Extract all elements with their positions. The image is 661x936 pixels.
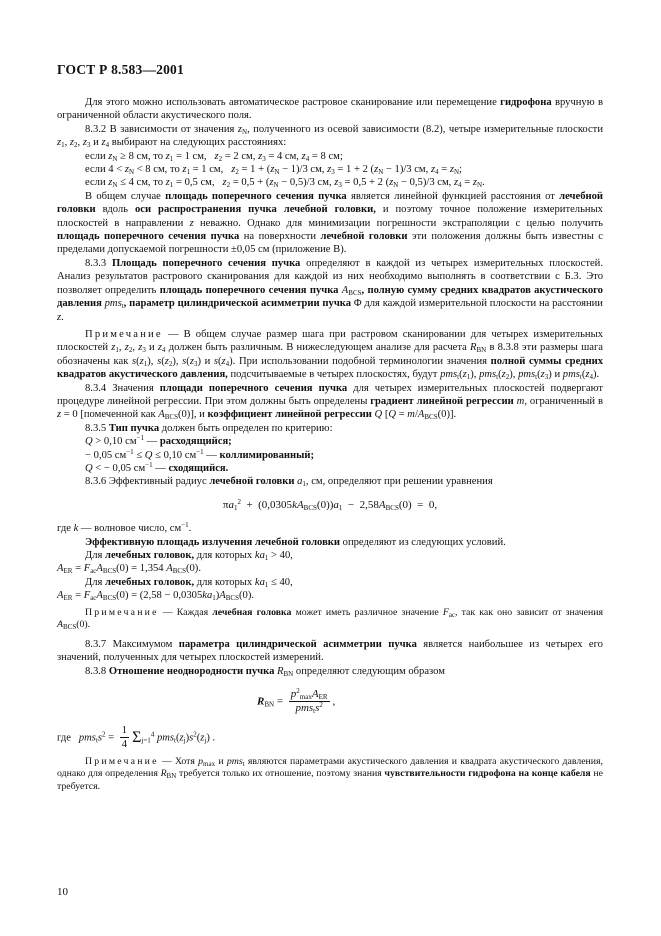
document-body [57, 96, 603, 793]
note-fac: Примечание — Каждая лечебная головка может иметь различное значение $F_{ac}$, так как оно зависит от значения $A_{BCS}(0)$. [57, 606, 603, 632]
case-2: если $4 < z_N < 8$ см, то $z_1 = 1$ см, $z_2 = 1 + (z_N - 1)/3$ см, $z_3 = 1 + 2$ $(z_N - 1)/3$ см, $z_4 = z_N$; [85, 164, 462, 177]
note-sensitivity: Примечание — Хотя $p_{max}$ и pms$_t$ являются параметрами акустического давления и квадрата акустического давления, однако для определения $R_{BN}$ требуется только их отношение, поэтому знания чувствительности гидрофона на конце кабеля не требуется. [57, 755, 604, 792]
section-8-3-3: 8.3.3 Площадь поперечного сечения пучка определяют в каждой из четырех измерительных плоскостей. Анализ результатов растрового сканирования для каждой из них необходимо выполнять в соответствии с Б.3. Это позволяет определить площадь поперечного сечения пучка $A_{BCS}$, полную сумму средних квадратов акустического давления pms$_t$, параметр цилиндрической асимметрии пучка Φ для каждой измерительной плоскости на расстоянии z. [57, 257, 603, 323]
condition-1-equation: $A_{ER} = F_{ac}A_{BCS}(0) = 1,354$ $A_{BCS}(0)$. [57, 563, 201, 576]
effective-area-intro: Эффективную площадь излучения лечебной головки определяют из следующих условий. [85, 536, 506, 548]
equation-radius: $\pi a_1^2 + (0,0305kA_{BCS}(0))a_1 - 2,58A_{BCS}(0) = 0$, [222, 497, 438, 512]
condition-2: Для лечебных головок, для которых $ka_1 \le 40$, [85, 576, 293, 589]
text: вручную в ограниченной области акустического поля. [57, 97, 603, 122]
section-8-3-2-intro: 8.3.2 В зависимости от значения $z_N$, полученного из осевой зависимости (8.2), четыре измерительные плоскости $z_1$, $z_2$, $z_3$ и $z_4$ выбирают на следующих расстояниях: [57, 123, 603, 150]
wave-number-definition: где k — волновое число, $см^{-1}$. [57, 521, 192, 535]
criterion-collimated: − 0,05 $см^{-1} \le Q \le 0,10$ $см^{-1}$ — коллимированный; [85, 447, 315, 461]
case-3: если $z_N \le 4$ см, то $z_1 = 0,5$ см, $z_2 = 0,5 + (z_N - 0,5)/3$ см, $z_3 = 0,5 + 2$ $(z_N - 0,5)/3$ см, $z_4 = z_N$. [85, 177, 485, 190]
condition-1: Для лечебных головок, для которых $ka_1 > 40$, [85, 550, 293, 562]
standard-header: ГОСТ Р 8.583—2001 [57, 62, 184, 77]
section-8-3-8: 8.3.8 Отношение неоднородности пучка $R_{BN}$ определяют следующим образом [85, 665, 445, 678]
note-step-size: Примечание — В общем случае размер шага при растровом сканировании для четырех измерительных плоскостей $z_1$, $z_2$, $z_3$ и $z_4$ должен быть различным. В нижеследующем анализе для расчета $R_{BN}$ в 8.3.8 эти размеры шага обозначены как $s(z_1)$, $s(z_2)$, $s(z_3)$ и $s(z_4)$. При использовании подобной терминологии значения полной суммы средних квадратов акустического давления, подсчитываемые в четырех плоскостях, будут $pms_t(z_1)$, $pms_t(z_2)$, $pms_t(z_3)$ и $pms_t(z_4)$. [57, 328, 604, 382]
paragraph-scanning [57, 96, 603, 123]
condition-2-equation: $A_{ER} = F_{ac}A_{BCS}(0) = (2,58 - 0,0305ka_1)A_{BCS}(0)$. [57, 590, 255, 603]
section-8-3-6: 8.3.6 Эффективный радиус лечебной головки $a_1$, см, определяют при решении уравнения [85, 476, 493, 489]
text: Для этого можно использовать автоматическое растровое сканирование или перемещение [85, 97, 501, 108]
paragraph-linear-function: В общем случае площадь поперечного сечения пучка является линейной функцией расстояния от лечебной головки вдоль оси распространения пучка лечебной головки, и поэтому точное положение измерительных плоскостей в направлении z неважно. Однако для минимизации погрешности экстраполяции с целью получить площадь поперечного сечения пучка на поверхности лечебной головки эти положения должны быть известны с пределами допускаемой погрешности ±0,05 см (приложение В). [57, 190, 604, 256]
term-hydrophone: гидрофона [500, 97, 552, 108]
section-8-3-5: 8.3.5 Тип пучка должен быть определен по критерию: [85, 422, 333, 434]
case-1: если $z_N \ge 8$ см, то $z_1 = 1$ см, $z_2 = 2$ см, $z_3 = 4$ см, $z_4 = 8$ см; [85, 150, 343, 163]
fraction: $\frac{p^2_{max}A_{ER}}{pms_ts^2}$ [290, 687, 328, 716]
page-number: 10 [57, 886, 68, 898]
criterion-converging: Q < − 0,05 $см^{-1}$ — сходящийся. [85, 460, 229, 474]
equation-sum: где $pms_ts^2$ = $\frac{1}{4}$ $\Sigma_{j=1}^4$ $pms_t(z_j)s^2(z_j)$ . [57, 724, 216, 751]
section-8-3-7: 8.3.7 Максимумом параметра цилиндрической асимметрии пучка является наибольшее из четырех его значений, полученных для четырех плоскостей измерений. [57, 638, 603, 664]
criterion-diverging: Q > 0,10 $см^{-1}$ — расходящийся; [85, 434, 232, 448]
equation-rbn: $R_{BN}$ = $\frac{p^2_{max}A_{ER}}{pms_ts^2}$ , [257, 687, 336, 716]
section-8-3-4: 8.3.4 Значения площади поперечного сечения пучка для четырех измерительных плоскостей подвергают процедуре линейной регрессии. При этом должны быть определены градиент линейной регрессии m, ограниченный в z = 0 [помеченной как $A_{BCS}(0)$], и коэффициент линейной регрессии Q $[Q = m/A_{BCS}(0)]$. [57, 382, 603, 422]
